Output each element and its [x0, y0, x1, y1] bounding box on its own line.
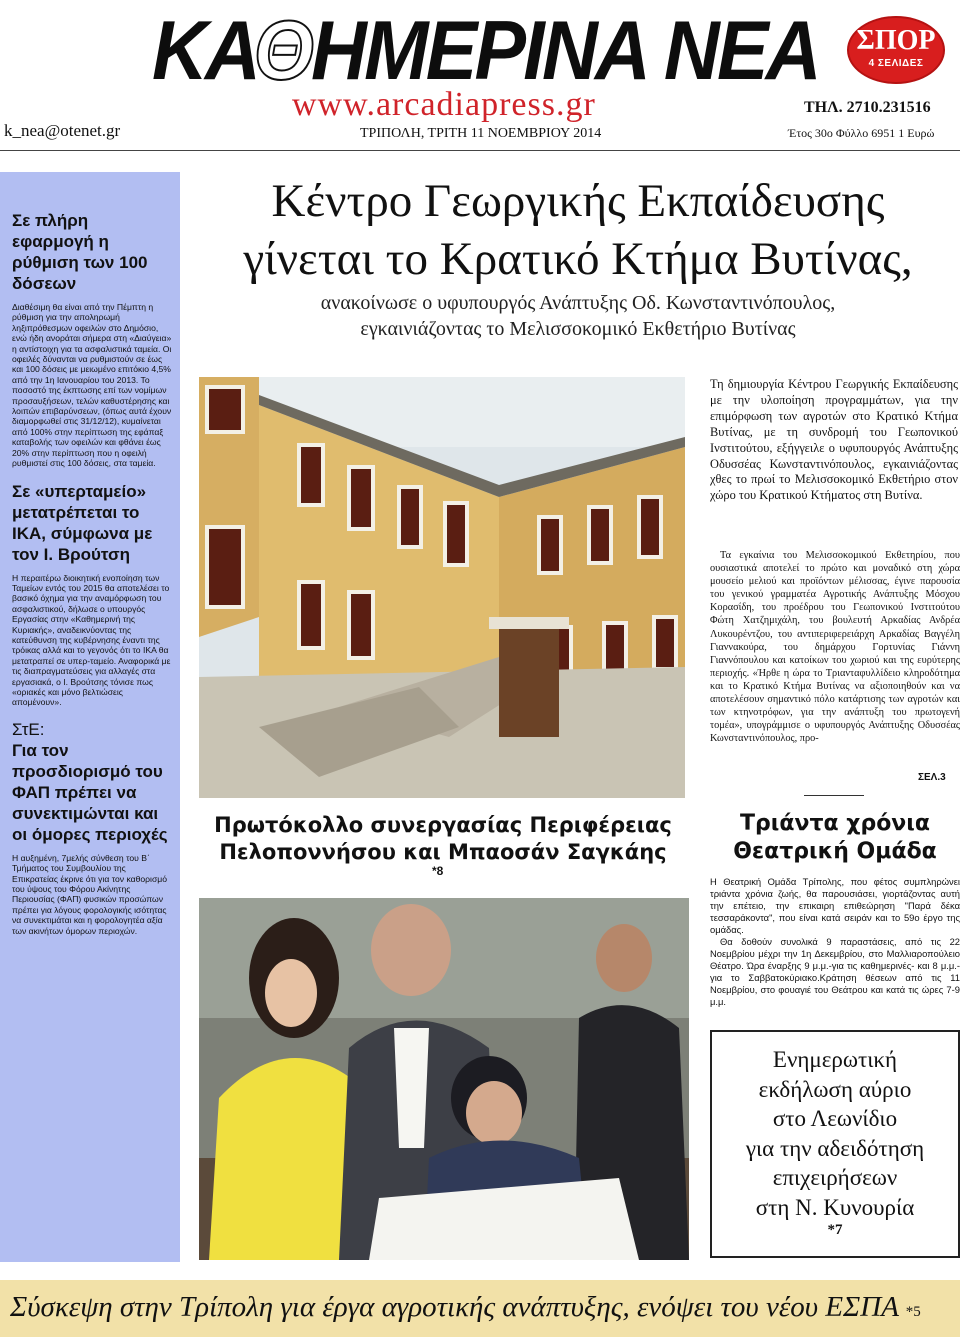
email-address[interactable]: k_nea@otenet.gr [4, 121, 121, 140]
theatre-story-body [710, 876, 960, 1008]
website-link[interactable]: www.arcadiapress.gr [292, 86, 596, 123]
main-story-page-ref[interactable]: ΣΕΛ.3 [918, 772, 946, 783]
box-line-5: επιχειρήσεων [772, 1165, 898, 1190]
main-subhead-line2: εγκαινιάζοντας το Μελισσοκομικό Εκθετήριο Βυτίνας [360, 318, 796, 340]
date-line: ΤΡΙΠΟΛΗ, ΤΡΙΤΗ 11 ΝΟΕΜΒΡΙΟΥ 2014 [360, 126, 602, 141]
phone-number: ΤΗΛ. 2710.231516 [804, 99, 931, 116]
building-illustration [199, 377, 685, 798]
banner-headline-text: Σύσκεψη στην Τρίπολη για έργα αγροτικής ανάπτυξης, ενόψει του νέου ΕΣΠΑ [10, 1291, 899, 1323]
theatre-headline-line1: Τριάντα χρόνια [740, 811, 930, 836]
main-subheadline [196, 290, 960, 342]
main-headline-line2: γίνεται το Κρατικό Κτήμα Βυτίνας, [243, 233, 913, 285]
banner-page-ref[interactable]: *5 [905, 1304, 921, 1320]
theatre-body-p2: Θα δοθούν συνολικά 9 παραστάσεις, από τις 22 Νοεμβρίου μέχρι την 1η Δεκεμβρίου, στο Μαλλιαροπούλειο Θέατρο. Ώρα έναρξης 9 μ.μ.-για τις καθημερινές- και 8 μ.μ.-για το Σαββατοκύριακο.Κράτηση θέσεων από τις 11 Νοεμβρίου, στο φουαγιέ του Θεάτρου και κατά τις ώρες 7-9 μ.μ. [710, 936, 960, 1007]
sport-badge-pages: 4 ΣΕΛΙΔΕΣ [868, 58, 924, 69]
theatre-headline[interactable] [710, 810, 960, 866]
signing-ceremony-photo [199, 898, 689, 1260]
masthead-divider [0, 150, 960, 151]
bottom-banner-headline[interactable] [10, 1287, 960, 1332]
masthead-title-theta: Θ [253, 3, 312, 97]
box-line-3: στο Λεωνίδιο [772, 1106, 898, 1131]
masthead-title [152, 3, 819, 97]
sidebar-story1-body: Διαθέσιμη θα είναι από την Πέμπτη η ρύθμιση για την αποληρωμή ληξιπρόθεσμων οφειλών στο Δημόσιο, ενώ ήδη ανοράται σήμερα στη «Διαύγεια» η αντίστοιχη για τα ασφαλιστικά ταμεία. Οι οφειλές δύνανται να ρυθμιστούν σε έως και 100 δόσεις με μειωμένο επιτόκιο 4,5% από την 1η Ιανουαρίου του 2013. Το ποσοστό της έκπτωσης επί των νομίμων προσαυξήσεων, τελών καθυστέρησης και λοιπών επιβαρύνσεων, (όπως αυτά έχουν διαμορφωθεί στις 31/12/12), κυμαίνεται από 100% στην περίπτωση της εφάπαξ καταβολής των οφειλών και φθάνει έως 20% στην περίπτωση που η οφειλή ρυθμιστεί στις 100 δόσεις, στα ταμεία. [12, 302, 172, 469]
sidebar-story1-title[interactable]: Σε πλήρη εφαρμογή η ρύθμιση των 100 δόσεων [12, 211, 148, 293]
protocol-page-ref[interactable]: *8 [432, 864, 444, 878]
theatre-body-p1: Η Θεατρική Ομάδα Τρίπολης, που φέτος συμπληρώνει τριάντα χρόνια ζωής, θα παρουσιάσει, γιορτάζοντας αυτή την επέτειο, την επικαιρη επιθεώρηση "Παρά δέκα τεσσαράκοντα", που είναι κατά σειράν και το 59ο έργο της ομάδας. [710, 876, 960, 935]
main-story-lead: Τη δημιουργία Κέντρου Γεωργικής Εκπαίδευσης με την υλοποίηση προγραμμάτων, για την επιμόρφωση των αγροτών στο Κρατικό Κτήμα Βυτίνας, με τη συνδρομή του Γεωπονικού Ινστιτούτου, εξήγγειλε ο υφυπουργός Ανάπτυξης Οδυσσέας Κωνσταντινόπουλος, εγκαινιάζοντας χθες το πρωί το Μελισσοκομικό Εκθετήριο στον χώρο του Κρατικού Κτήματος στη Βυτίνα. [710, 377, 958, 503]
protocol-headline-line1: Πρωτόκολλο συνεργασίας Περιφέρειας [214, 813, 672, 837]
box-page-ref[interactable]: *7 [827, 1222, 843, 1238]
short-divider [804, 795, 864, 796]
sidebar-story2-body: Η περαιτέρω διοικητική ενοποίηση των Ταμείων εντός του 2015 θα αποτελέσει το βασικό όχημα για την αναμόρφωση του ασφαλιστικού, δήλωσε ο υπουργός Εργασίας στην «Καθημερινή της Κυριακής», αναδεικνύοντας της κατεύθυνση της κυβέρνησης έναντι της τρόικας αλλά και το γεγονός ότι το ΙΚΑ θα μετατραπεί σε υπερ-ταμείο. Αναφορικά με τις διαπραγματεύσεις για αλλαγές στα εργασιακά, ο Ι. Βρούτσης τόνισε πως «οριακές και μόνο βελτιώσεις απομένουν». [12, 572, 171, 708]
protocol-headline-line2: Πελοποννήσου και Μπαοσάν Σαγκάης [219, 840, 667, 864]
vytina-building-photo [199, 377, 685, 798]
sport-badge-label: ΣΠΟΡ [856, 25, 936, 56]
theatre-headline-line2: Θεατρική Ομάδα [733, 839, 937, 864]
left-sidebar [0, 172, 180, 1262]
box-line-2: εκδήλωση αύριο [758, 1076, 912, 1102]
sidebar-story3-kicker: ΣτΕ: [12, 719, 45, 739]
main-subhead-line1: ανακοίνωσε ο υφυπουργός Ανάπτυξης Οδ. Κωνσταντινόπουλος, [320, 292, 836, 314]
masthead-title-pre: ΚΑ [152, 3, 254, 97]
sidebar-story2-title[interactable]: Σε «υπερταμείο» μετατρέπεται το ΙΚΑ, σύμφωνα με τον Ι. Βρούτση [12, 481, 153, 564]
masthead-title-post: ΗΜΕΡΙΝΑ ΝΕΑ [311, 3, 819, 97]
main-headline-line1: Κέντρο Γεωργικής Εκπαίδευσης [271, 175, 885, 227]
protocol-headline[interactable] [199, 812, 687, 866]
sidebar-story3-title[interactable]: Για τον προσδιορισμό του ΦΑΠ πρέπει να συνεκτιμώνται και οι όμορες περιοχές [12, 740, 168, 844]
signing-illustration [199, 898, 689, 1260]
main-story-body: Τα εγκαίνια του Μελισσοκομικού Εκθετηρίου, που ουσιαστικά αποτελεί το πρώτο και μοναδικό στη χώρα μουσείο μελιού και προϊόντων μέλισσας, έγινε παρουσία του γενικού γραμματέα Αγροτικής Ανάπτυξης Μόσχου Κορασίδη, του προέδρου του Γεωπονικού Ινστιτούτου Φώτη Χατζημιχάλη, του βουλευτή Αρκαδίας Ανδρέα Λυκουρέντζου, του αντιπεριφερειάρχη Αρκαδίας Βαγγέλη Γιαννακούρα, του δημάρχου Γορτυνίας Γιάννη Γιαννόπουλου και κατοίκων του χωριού και της ευρύτερης περιοχής. «Ήρθε η ώρα το Τριανταφυλλίδειο κληροδότημα και το Κρατικό Κτήμα Βυτίνας να αξιοποιηθούν και να αποτελέσουν σημαντικό πόλο κατάρτισης των αγροτών και των κτηνοτρόφων, για την ανάπτυξη του πρωτογενή τομέα», υπογράμμισε ο υφυπουργός Ανάπτυξης Οδυσσέας Κωνσταντινόπουλος, προ- [710, 550, 960, 745]
main-headline[interactable] [196, 172, 960, 288]
box-line-6: στη Ν. Κυνουρία [755, 1194, 915, 1220]
sidebar-story3-body: Η αυξημένη, 7μελής σύνθεση του Β΄ Τμήματος του Συμβουλίου της Επικρατείας έκρινε ότι για τον καθορισμό του ύψους του Φόρου Ακίνητης Περιουσίας (ΦΑΠ) φυσικών προσώπων πρέπει για λόγους φορολογικής ισότητας να συνεκτιμάται και η φορολογητέα αξία των ακινήτων όμορων περιοχών. [12, 852, 167, 936]
box-line-1: Ενημερωτική [772, 1047, 898, 1072]
leonidio-event-box[interactable] [710, 1030, 960, 1258]
issue-info: Έτος 30ο Φύλλο 6951 1 Ευρώ [788, 126, 935, 140]
sport-section-badge[interactable] [849, 18, 943, 82]
box-line-4: για την αδειδότηση [745, 1135, 925, 1161]
